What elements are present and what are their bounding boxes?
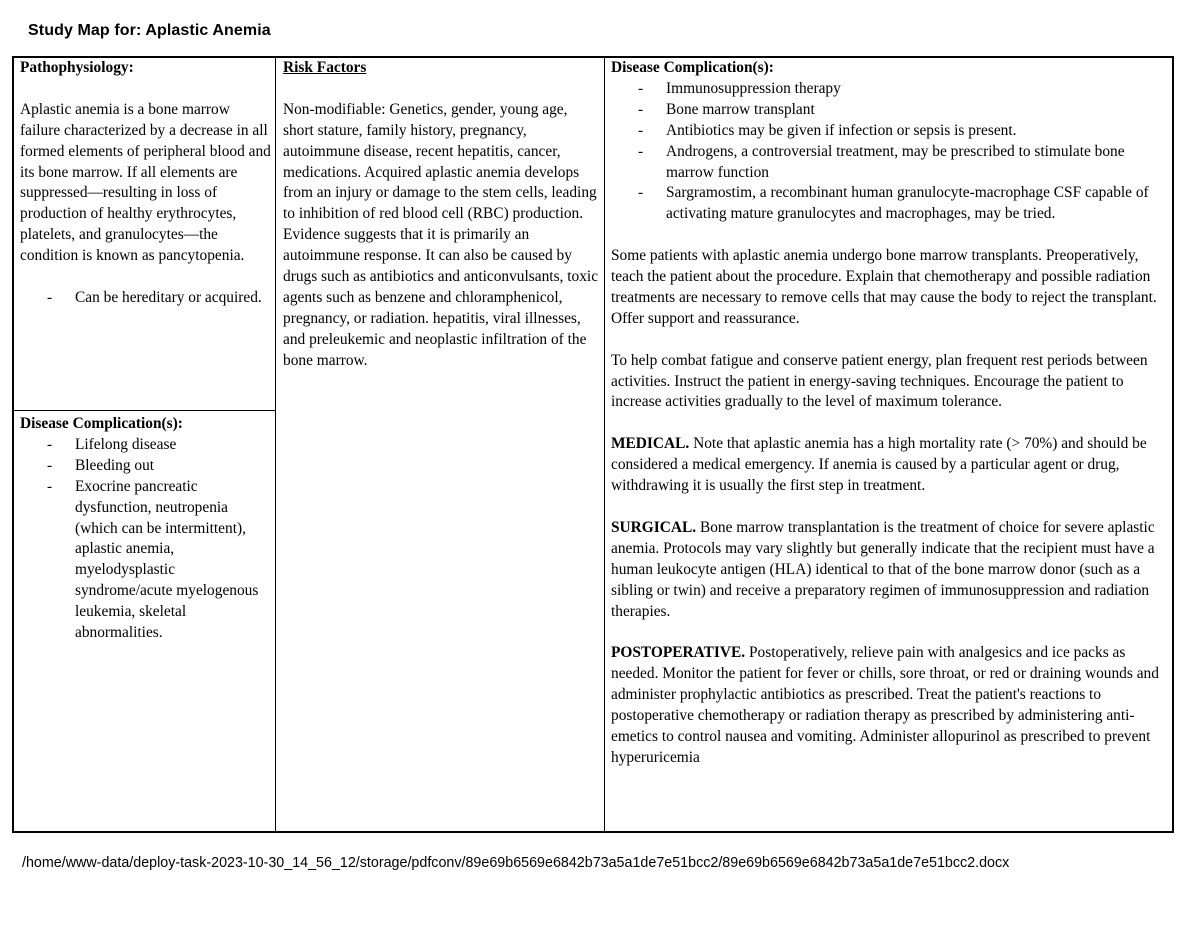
transplant-paragraph: Some patients with aplastic anemia undergo bone marrow transplants. Preoperatively, teach the patient about the procedure. Explain that chemotherapy and possible radiation treatments are necessary to remove cells that may cause the body to reject the transplant. Offer support and reassurance. [611, 247, 1157, 327]
list-item: - Exocrine pancreatic dysfunction, neutropenia (which can be intermittent), aplastic anemia, myelodysplastic syndrome/acute myelogenous leukemia, skeletal abnormalities. [20, 477, 273, 644]
postoperative-label: POSTOPERATIVE. [611, 644, 746, 662]
column-divider-1 [275, 56, 276, 833]
pathophysiology-text: Aplastic anemia is a bone marrow failure characterized by a decrease in all formed elements of peripheral blood and its bone marrow. If all elements are suppressed—resulting in loss of production of healthy erythrocytes, platelets, and granulocytes—the condition is known as pancytopenia. [20, 100, 271, 265]
list-item: - Immunosuppression therapy [611, 79, 1171, 100]
surgical-paragraph [611, 518, 1171, 623]
risk-factors-cell [283, 58, 601, 372]
list-item: - Lifelong disease [20, 435, 273, 456]
page-title: Study Map for: Aplastic Anemia [28, 22, 271, 39]
treatment-cell [611, 58, 1171, 769]
complications-cell-left [20, 414, 273, 644]
complications-header-left: Disease Complication(s): [20, 415, 183, 432]
fatigue-paragraph: To help combat fatigue and conserve patient energy, plan frequent rest periods between activities. Instruct the patient in energy-saving techniques. Encourage the patient to increase activities gradually to the level of maximum tolerance. [611, 351, 1148, 411]
treatment-list [611, 79, 1171, 225]
footer-file-path: /home/www-data/deploy-task-2023-10-30_14_56_12/storage/pdfconv/89e69b6569e6842b73a5a1de7e51bcc2/89e69b6569e6842b73a5a1de7e51bcc2.docx [22, 855, 1010, 871]
complications-header-right: Disease Complication(s): [611, 59, 774, 76]
study-map-table [12, 56, 1174, 833]
list-item: - Bone marrow transplant [611, 100, 1171, 121]
table-border-left [12, 56, 14, 833]
list-item: - Androgens, a controversial treatment, may be prescribed to stimulate bone marrow function [611, 142, 1171, 184]
medical-label: MEDICAL. [611, 435, 690, 453]
pathophysiology-cell [20, 58, 273, 309]
postoperative-text: Postoperatively, relieve pain with analgesics and ice packs as needed. Monitor the patient for fever or chills, sore throat, or red or draining wounds and administer prophylactic antibiotics as prescribed. Treat the patient's reactions to postoperative chemotherapy or radiation therapy as prescribed by administering anti-emetics to control nausea and vomiting. Administer allopurinol as prescribed to prevent hyperuricemia [611, 644, 1159, 766]
surgical-text: Bone marrow transplantation is the treatment of choice for severe aplastic anemia. Protocols may vary slightly but generally indicate that the recipient must have a human leukocyte antigen (HLA) identical to that of the bone marrow donor (such as a sibling or twin) and receive a preparatory regimen of immunosuppression and radiation therapies. [611, 518, 1155, 620]
list-item: - Sargramostim, a recombinant human granulocyte-macrophage CSF capable of activating mature granulocytes and macrophages, may be tried. [611, 183, 1171, 225]
table-border-bottom [12, 831, 1174, 833]
list-item: - Bleeding out [20, 456, 273, 477]
medical-text: Note that aplastic anemia has a high mortality rate (> 70%) and should be considered a medical emergency. If anemia is caused by a particular agent or drug, withdrawing it is usually the first step in treatment. [611, 435, 1147, 495]
surgical-label: SURGICAL. [611, 518, 697, 536]
list-item: - Can be hereditary or acquired. [20, 288, 273, 309]
postoperative-paragraph [611, 643, 1171, 768]
table-border-right [1172, 56, 1174, 833]
risk-factors-header: Risk Factors [283, 59, 367, 76]
complications-list-left [20, 435, 273, 644]
pathophysiology-list [20, 288, 273, 309]
list-item: - Antibiotics may be given if infection or sepsis is present. [611, 121, 1171, 142]
column-divider-2 [604, 56, 605, 833]
row-divider-col1 [12, 410, 276, 411]
pathophysiology-header: Pathophysiology: [20, 59, 134, 76]
medical-paragraph [611, 434, 1171, 497]
risk-factors-text: Non-modifiable: Genetics, gender, young age, short stature, family history, pregnancy, autoimmune disease, recent hepatitis, cancer, medications. Acquired aplastic anemia develops from an injury or damage to the stem cells, leading to inhibition of red blood cell (RBC) production. Evidence suggests that it is primarily an autoimmune response. It can also be caused by drugs such as antibiotics and anticonvulsants, toxic agents such as benzene and chloramphenicol, pregnancy, or radiation. hepatitis, viral illnesses, and preleukemic and neoplastic infiltration of the bone marrow. [283, 100, 599, 369]
